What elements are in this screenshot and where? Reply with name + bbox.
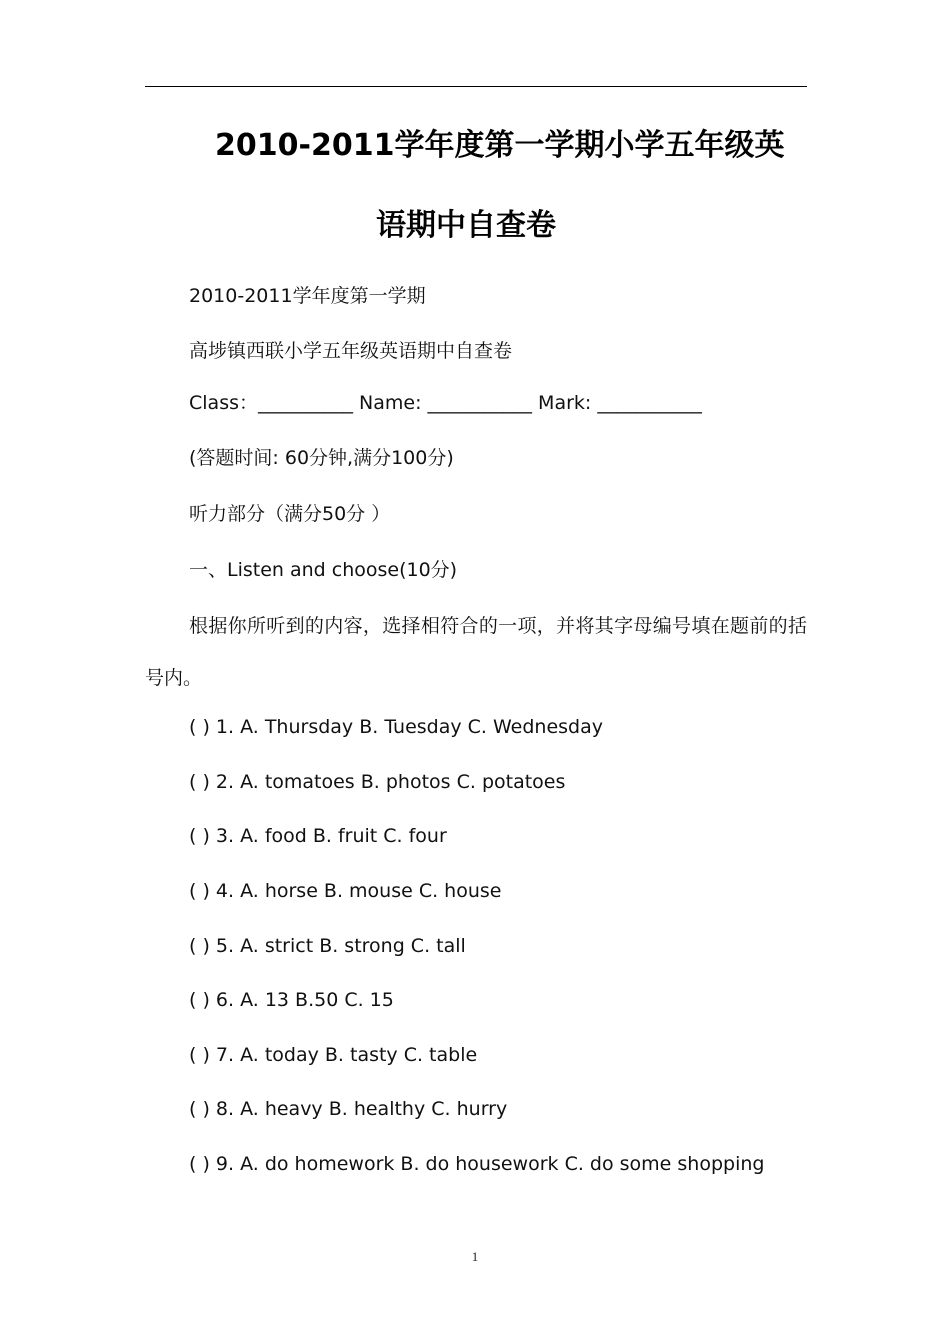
- listening-section-heading: 听力部分（满分50分 ）: [189, 503, 391, 525]
- term-line: 2010-2011学年度第一学期: [189, 285, 426, 307]
- question-item: ( ) 2. A. tomatoes B. photos C. potatoes: [189, 771, 566, 793]
- question-item: ( ) 4. A. horse B. mouse C. house: [189, 880, 502, 902]
- question-item: ( ) 3. A. food B. fruit C. four: [189, 825, 447, 847]
- document-title-line-1: 2010-2011学年度第一学期小学五年级英: [215, 128, 785, 163]
- document-title-line-2: 语期中自查卷: [376, 208, 556, 243]
- question-item: ( ) 1. A. Thursday B. Tuesday C. Wednesday: [189, 716, 604, 738]
- question-item: ( ) 8. A. heavy B. healthy C. hurry: [189, 1098, 508, 1120]
- question-item: ( ) 7. A. today B. tasty C. table: [189, 1044, 478, 1066]
- question-item: ( ) 6. A. 13 B.50 C. 15: [189, 989, 394, 1011]
- header-rule: [145, 86, 807, 87]
- section-one-heading: 一、Listen and choose(10分): [189, 559, 458, 581]
- instruction-paragraph: 根据你所听到的内容，选择相符合的一项，并将其字母编号填在题前的括号内。: [145, 615, 807, 689]
- time-note-line: (答题时间: 60分钟,满分100分): [189, 447, 454, 469]
- question-item: ( ) 5. A. strict B. strong C. tall: [189, 935, 466, 957]
- page-number: 1: [471, 1249, 479, 1264]
- question-item: ( ) 9. A. do homework B. do housework C. do some shopping: [189, 1153, 765, 1175]
- school-title-line: 高埗镇西联小学五年级英语期中自查卷: [189, 340, 513, 362]
- student-info-line: Class：__________ Name: ___________ Mark: ___________: [189, 392, 702, 414]
